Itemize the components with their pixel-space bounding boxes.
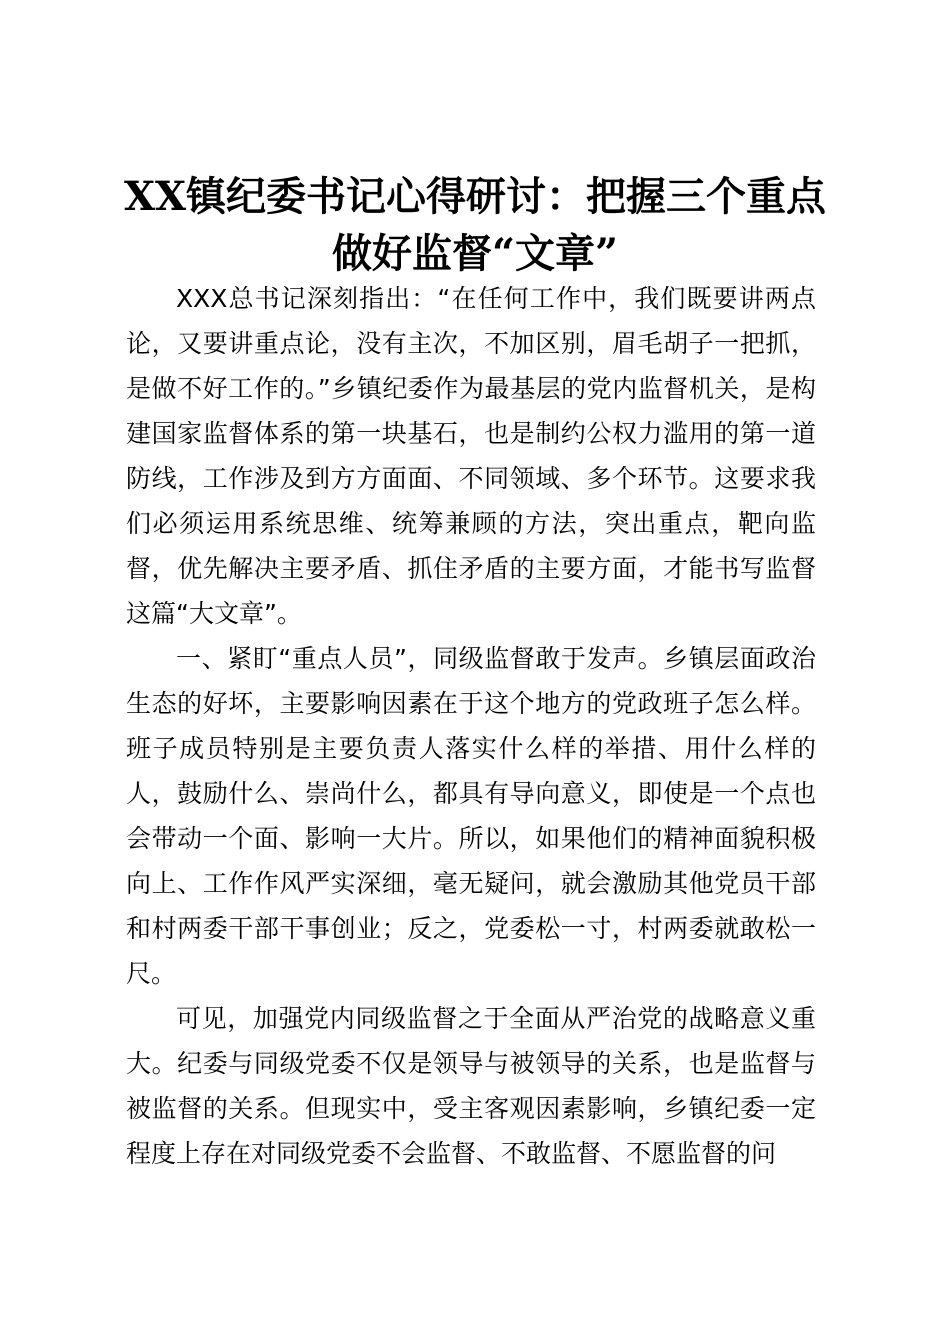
- paragraph-section-one: 一、紧盯“重点人员”，同级监督敢于发声。乡镇层面政治生态的好坏，主要影响因素在于这个地方的党政班子怎么样。班子成员特别是主要负责人落实什么样的举措、用什么样的人，鼓励什么、崇尚什么，都具有导向意义，即使是一个点也会带动一个面、影响一大片。所以，如果他们的精神面貌积极向上、工作作风严实深细，毫无疑问，就会激励其他党员干部和村两委干部干事创业；反之，党委松一寸，村两委就敢松一尺。: [126, 644, 816, 988]
- document-body: [126, 276, 816, 1176]
- paragraph-peer-supervision: 可见，加强党内同级监督之于全面从严治党的战略意义重大。纪委与同级党委不仅是领导与被领导的关系，也是监督与被监督的关系。但现实中，受主客观因素影响，乡镇纪委一定程度上存在对同级党委不会监督、不敢监督、不愿监督的问: [126, 1004, 816, 1168]
- paragraph-intro: XXX总书记深刻指出：“在任何工作中，我们既要讲两点论，又要讲重点论，没有主次，不加区别，眉毛胡子一把抓，是做不好工作的。”乡镇纪委作为最基层的党内监督机关，是构建国家监督体系的第一块基石，也是制约公权力滥用的第一道防线，工作涉及到方方面面、不同领域、多个环节。这要求我们必须运用系统思维、统筹兼顾的方法，突出重点，靶向监督，优先解决主要矛盾、抓住矛盾的主要方面，才能书写监督这篇“大文章”。: [126, 284, 816, 628]
- document-title: XX镇纪委书记心得研讨：把握三个重点做好监督“文章”: [123, 173, 827, 277]
